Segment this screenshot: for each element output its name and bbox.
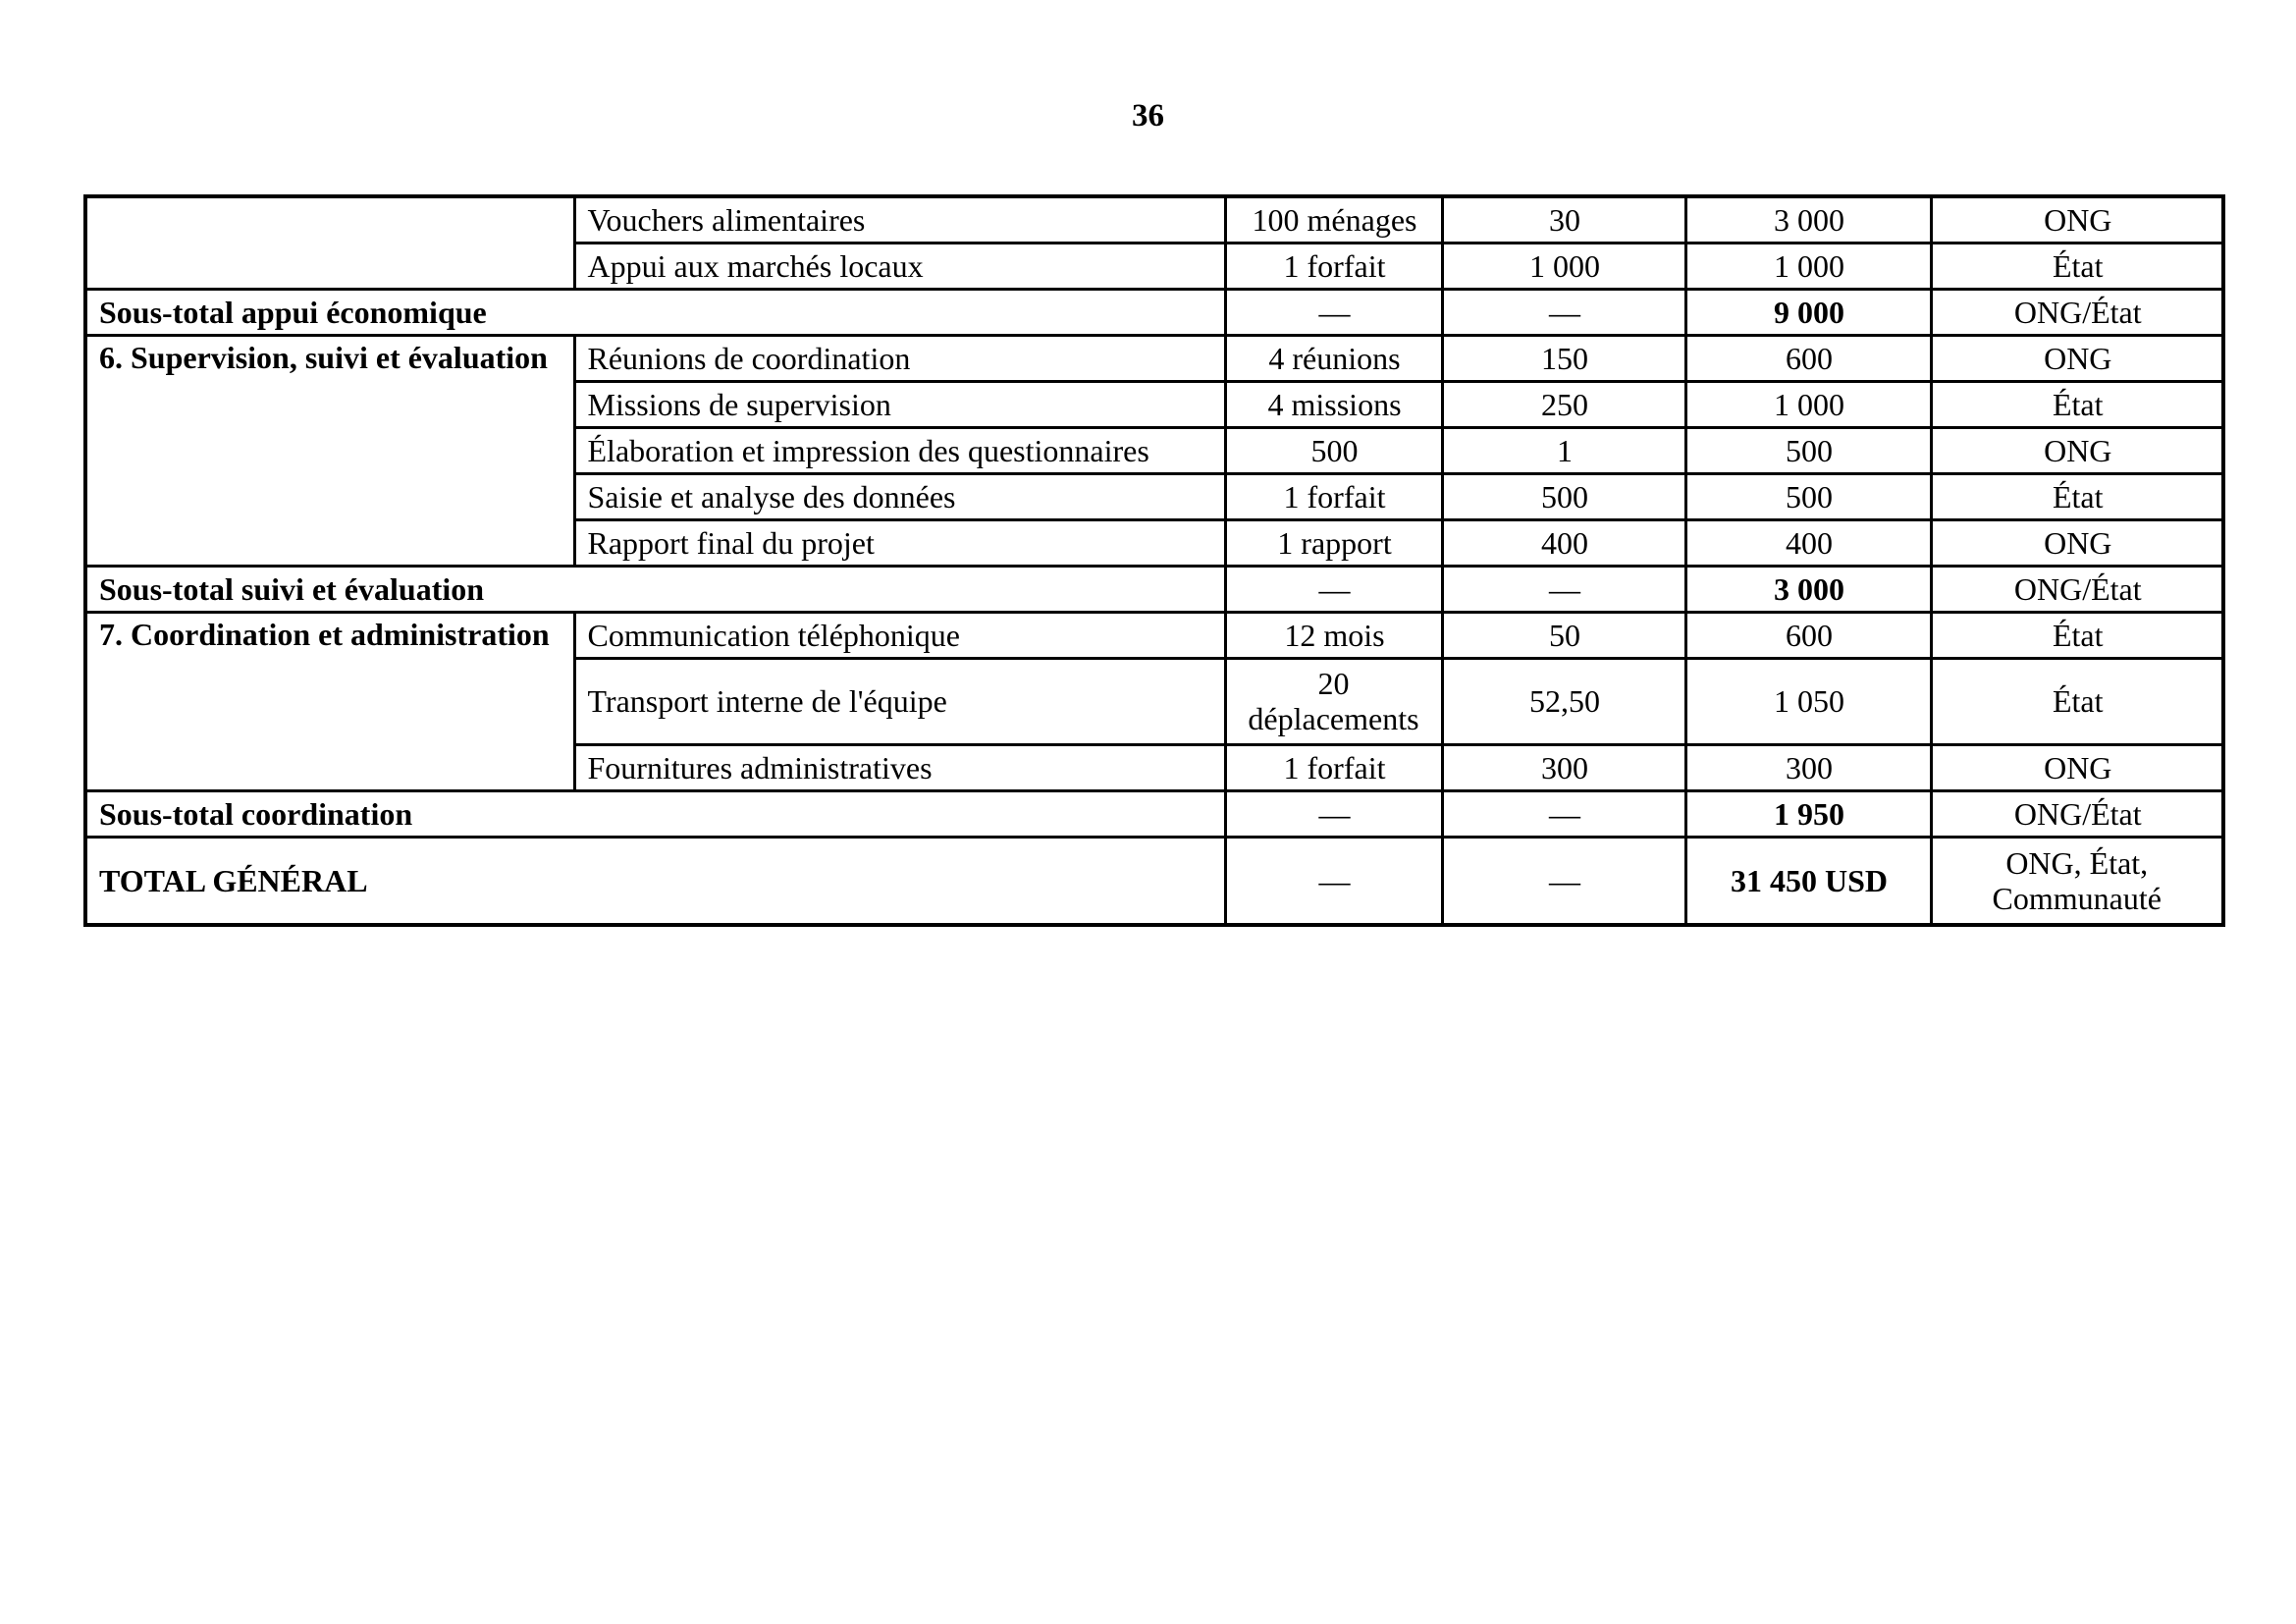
total-cell: 3 000 <box>1685 196 1931 243</box>
source-cell: État <box>1931 381 2223 427</box>
total-cell: 500 <box>1685 427 1931 473</box>
quantity-cell: — <box>1225 289 1442 335</box>
unit-cost-cell: 250 <box>1442 381 1685 427</box>
activity-cell: Vouchers alimentaires <box>574 196 1225 243</box>
quantity-cell: 1 forfait <box>1225 744 1442 790</box>
quantity-cell: 4 missions <box>1225 381 1442 427</box>
activity-cell: Saisie et analyse des données <box>574 473 1225 519</box>
subtotal-amount: 9 000 <box>1685 289 1931 335</box>
subtotal-label: Sous-total appui économique <box>85 289 1225 335</box>
activity-cell: Élaboration et impression des questionnaires <box>574 427 1225 473</box>
total-cell: 600 <box>1685 612 1931 658</box>
unit-cost-cell: — <box>1442 837 1685 925</box>
unit-cost-cell: — <box>1442 790 1685 837</box>
page-number: 36 <box>1132 98 1164 134</box>
unit-cost-cell: 1 000 <box>1442 243 1685 289</box>
total-cell: 1 050 <box>1685 658 1931 744</box>
total-cell: 400 <box>1685 519 1931 566</box>
unit-cost-cell: 300 <box>1442 744 1685 790</box>
quantity-cell: 100 ménages <box>1225 196 1442 243</box>
subtotal-amount: 1 950 <box>1685 790 1931 837</box>
unit-cost-cell: 50 <box>1442 612 1685 658</box>
unit-cost-cell: 150 <box>1442 335 1685 381</box>
source-cell: ONG <box>1931 335 2223 381</box>
total-cell: 600 <box>1685 335 1931 381</box>
budget-table <box>83 194 2225 927</box>
activity-cell: Rapport final du projet <box>574 519 1225 566</box>
quantity-cell: 4 réunions <box>1225 335 1442 381</box>
activity-cell: Appui aux marchés locaux <box>574 243 1225 289</box>
unit-cost-cell: 1 <box>1442 427 1685 473</box>
activity-cell: Réunions de coordination <box>574 335 1225 381</box>
category-cell: 7. Coordination et administration <box>85 612 574 790</box>
activity-cell: Fournitures administratives <box>574 744 1225 790</box>
unit-cost-cell: — <box>1442 566 1685 612</box>
source-cell: ONG, État, Communauté <box>1931 837 2223 925</box>
quantity-cell: 500 <box>1225 427 1442 473</box>
source-cell: ONG <box>1931 196 2223 243</box>
quantity-cell: — <box>1225 790 1442 837</box>
grand-total-amount: 31 450 USD <box>1685 837 1931 925</box>
source-cell: ONG <box>1931 744 2223 790</box>
source-cell: État <box>1931 658 2223 744</box>
unit-cost-cell: 400 <box>1442 519 1685 566</box>
source-cell: État <box>1931 243 2223 289</box>
activity-cell: Transport interne de l'équipe <box>574 658 1225 744</box>
quantity-cell: 1 rapport <box>1225 519 1442 566</box>
category-cell: 6. Supervision, suivi et évaluation <box>85 335 574 566</box>
total-cell: 1 000 <box>1685 381 1931 427</box>
subtotal-label: Sous-total suivi et évaluation <box>85 566 1225 612</box>
source-cell: ONG/État <box>1931 790 2223 837</box>
quantity-cell: — <box>1225 837 1442 925</box>
total-cell: 1 000 <box>1685 243 1931 289</box>
table-row <box>85 196 2223 243</box>
unit-cost-cell: — <box>1442 289 1685 335</box>
category-cell <box>85 196 574 289</box>
grand-total-label: TOTAL GÉNÉRAL <box>85 837 1225 925</box>
unit-cost-cell: 500 <box>1442 473 1685 519</box>
unit-cost-cell: 30 <box>1442 196 1685 243</box>
source-cell: État <box>1931 473 2223 519</box>
table-row <box>85 612 2223 658</box>
source-cell: ONG <box>1931 519 2223 566</box>
quantity-cell: 12 mois <box>1225 612 1442 658</box>
quantity-cell: 1 forfait <box>1225 243 1442 289</box>
quantity-cell: 20 déplacements <box>1225 658 1442 744</box>
subtotal-amount: 3 000 <box>1685 566 1931 612</box>
unit-cost-cell: 52,50 <box>1442 658 1685 744</box>
source-cell: ONG/État <box>1931 289 2223 335</box>
subtotal-row <box>85 289 2223 335</box>
subtotal-row <box>85 566 2223 612</box>
source-cell: État <box>1931 612 2223 658</box>
activity-cell: Communication téléphonique <box>574 612 1225 658</box>
source-cell: ONG/État <box>1931 566 2223 612</box>
source-cell: ONG <box>1931 427 2223 473</box>
quantity-cell: — <box>1225 566 1442 612</box>
table-row <box>85 335 2223 381</box>
quantity-cell: 1 forfait <box>1225 473 1442 519</box>
grand-total-row <box>85 837 2223 925</box>
total-cell: 500 <box>1685 473 1931 519</box>
subtotal-label: Sous-total coordination <box>85 790 1225 837</box>
subtotal-row <box>85 790 2223 837</box>
activity-cell: Missions de supervision <box>574 381 1225 427</box>
total-cell: 300 <box>1685 744 1931 790</box>
